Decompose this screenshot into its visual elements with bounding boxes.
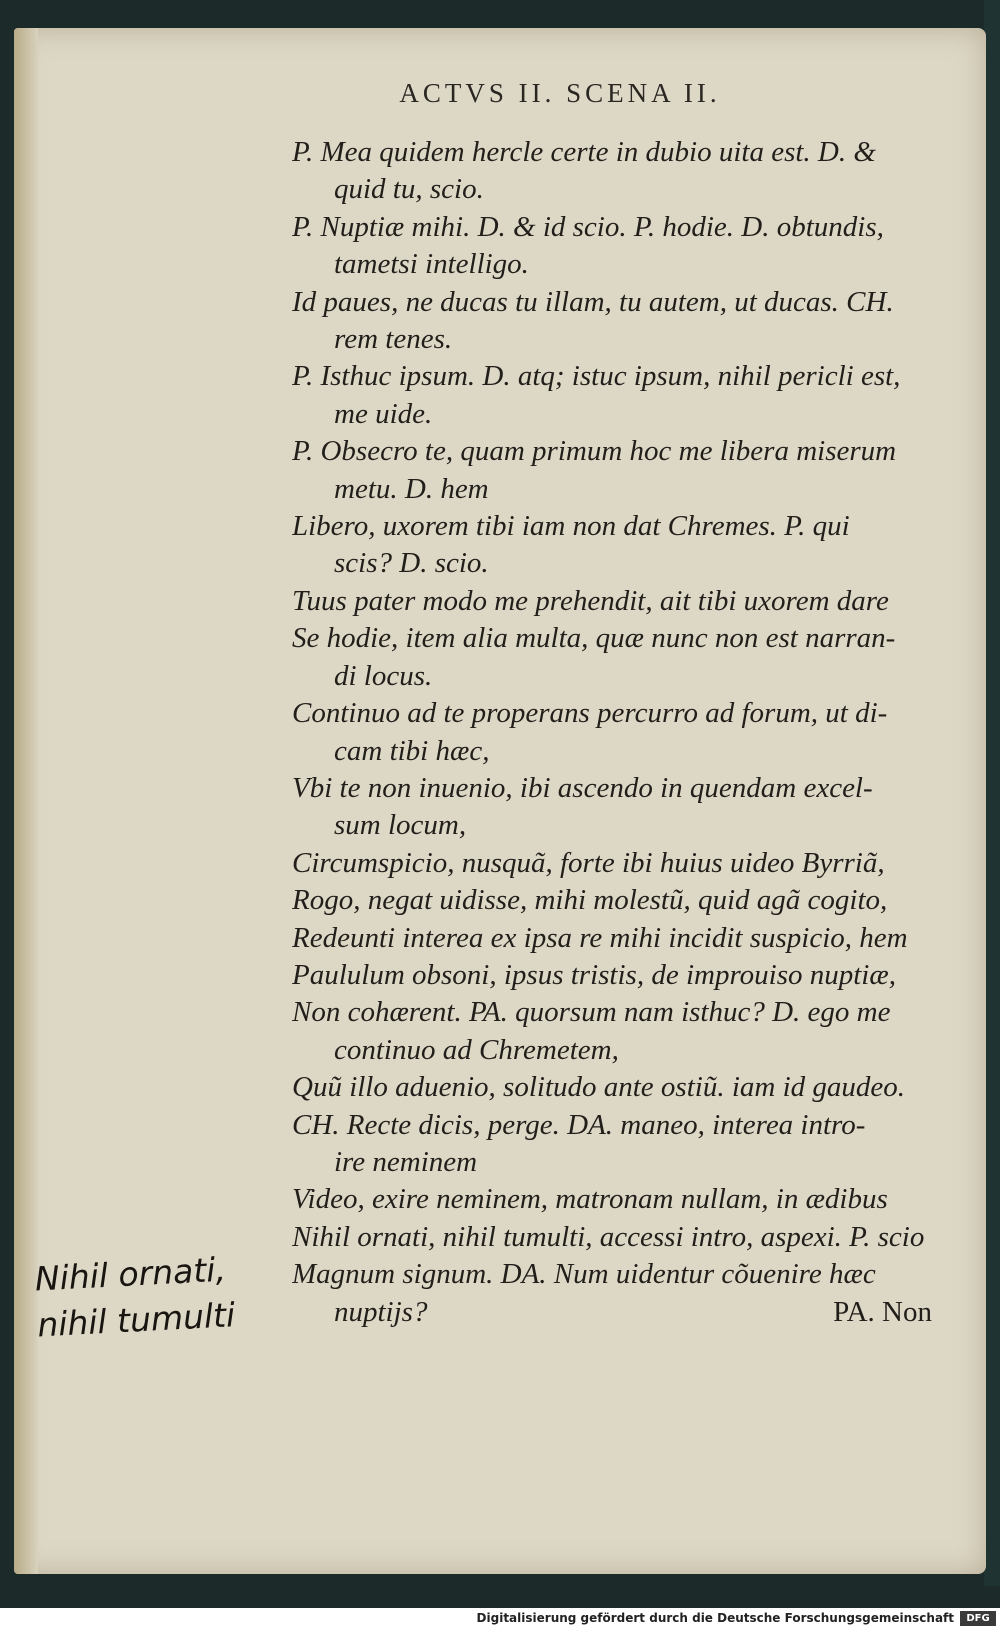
digitization-footer [0, 1608, 1000, 1630]
note-line-1: Nihil ornati, [33, 1249, 227, 1299]
text-line: metu. D. hem [334, 472, 489, 505]
footer-credit: Digitalisierung gefördert durch die Deutsche Forschungsgemeinschaft [476, 1611, 954, 1625]
text-line: P. Nuptiæ mihi. D. & id scio. P. hodie. D. obtundis, [292, 210, 884, 243]
text-line: Non cohærent. PA. quorsum nam isthuc? D. ego me [292, 996, 891, 1029]
text-line: rem tenes. [334, 323, 453, 356]
text-line: scis? D. scio. [334, 547, 489, 580]
text-line: Circumspicio, nusquã, forte ibi huius uideo Byrriã, [292, 846, 885, 879]
text-line: Tuus pater modo me prehendit, ait tibi uxorem dare [292, 584, 889, 617]
text-line: me uide. [334, 397, 433, 430]
text-line: Id paues, ne ducas tu illam, tu autem, ut ducas. CH. [292, 285, 894, 318]
note-line-2: nihil tumulti [36, 1295, 237, 1345]
text-line: Nihil ornati, nihil tumulti, accessi intro, aspexi. P. scio [292, 1220, 925, 1253]
running-header: ACTVS II. SCENA II. [399, 78, 721, 108]
text-line: quid tu, scio. [334, 173, 484, 206]
dfg-logo: DFG [960, 1611, 996, 1626]
text-line: P. Isthuc ipsum. D. atq; istuc ipsum, nihil pericli est, [292, 360, 901, 393]
text-line: Continuo ad te properans percurro ad forum, ut di- [292, 697, 888, 730]
text-line: CH. Recte dicis, perge. DA. maneo, interea intro- [292, 1108, 866, 1141]
handwritten-marginal-note [34, 1244, 288, 1349]
text-line: Redeunti interea ex ipsa re mihi incidit suspicio, hem [292, 921, 908, 954]
text-line: continuo ad Chremetem, [334, 1033, 619, 1066]
text-line: sum locum, [334, 809, 467, 842]
page-gutter [14, 28, 38, 1574]
text-line: Libero, uxorem tibi iam non dat Chremes. P. qui [292, 510, 850, 543]
text-line: cam tibi hæc, [334, 734, 490, 767]
final-line-row [292, 1294, 932, 1331]
book-binding [984, 0, 1000, 1586]
text-line: P. Mea quidem hercle certe in dubio uita est. D. & [292, 136, 876, 168]
text-line: Paululum obsoni, ipsus tristis, de improuiso nuptiæ, [292, 958, 896, 991]
text-line: Video, exire neminem, matronam nullam, in ædibus [292, 1183, 888, 1216]
catchword: PA. Non [833, 1295, 932, 1328]
text-line: Se hodie, item alia multa, quæ nunc non est narran- [292, 622, 896, 655]
text-line: P. Obsecro te, quam primum hoc me libera miserum [292, 435, 897, 468]
text-line: tametsi intelligo. [334, 248, 529, 281]
play-text [292, 134, 932, 1331]
text-line: Vbi te non inuenio, ibi ascendo in quendam excel- [292, 771, 873, 804]
text-line: di locus. [334, 659, 433, 692]
text-line: Rogo, negat uidisse, mihi molestũ, quid agã cogito, [292, 884, 888, 917]
final-line: nuptijs? [334, 1295, 428, 1328]
text-line: Quũ illo aduenio, solitudo ante ostiũ. iam id gaudeo. [292, 1071, 906, 1104]
text-line: ire neminem [334, 1145, 478, 1178]
text-line: Magnum signum. DA. Num uidentur cõuenire hæc [292, 1258, 876, 1291]
text-lines [292, 134, 932, 1294]
